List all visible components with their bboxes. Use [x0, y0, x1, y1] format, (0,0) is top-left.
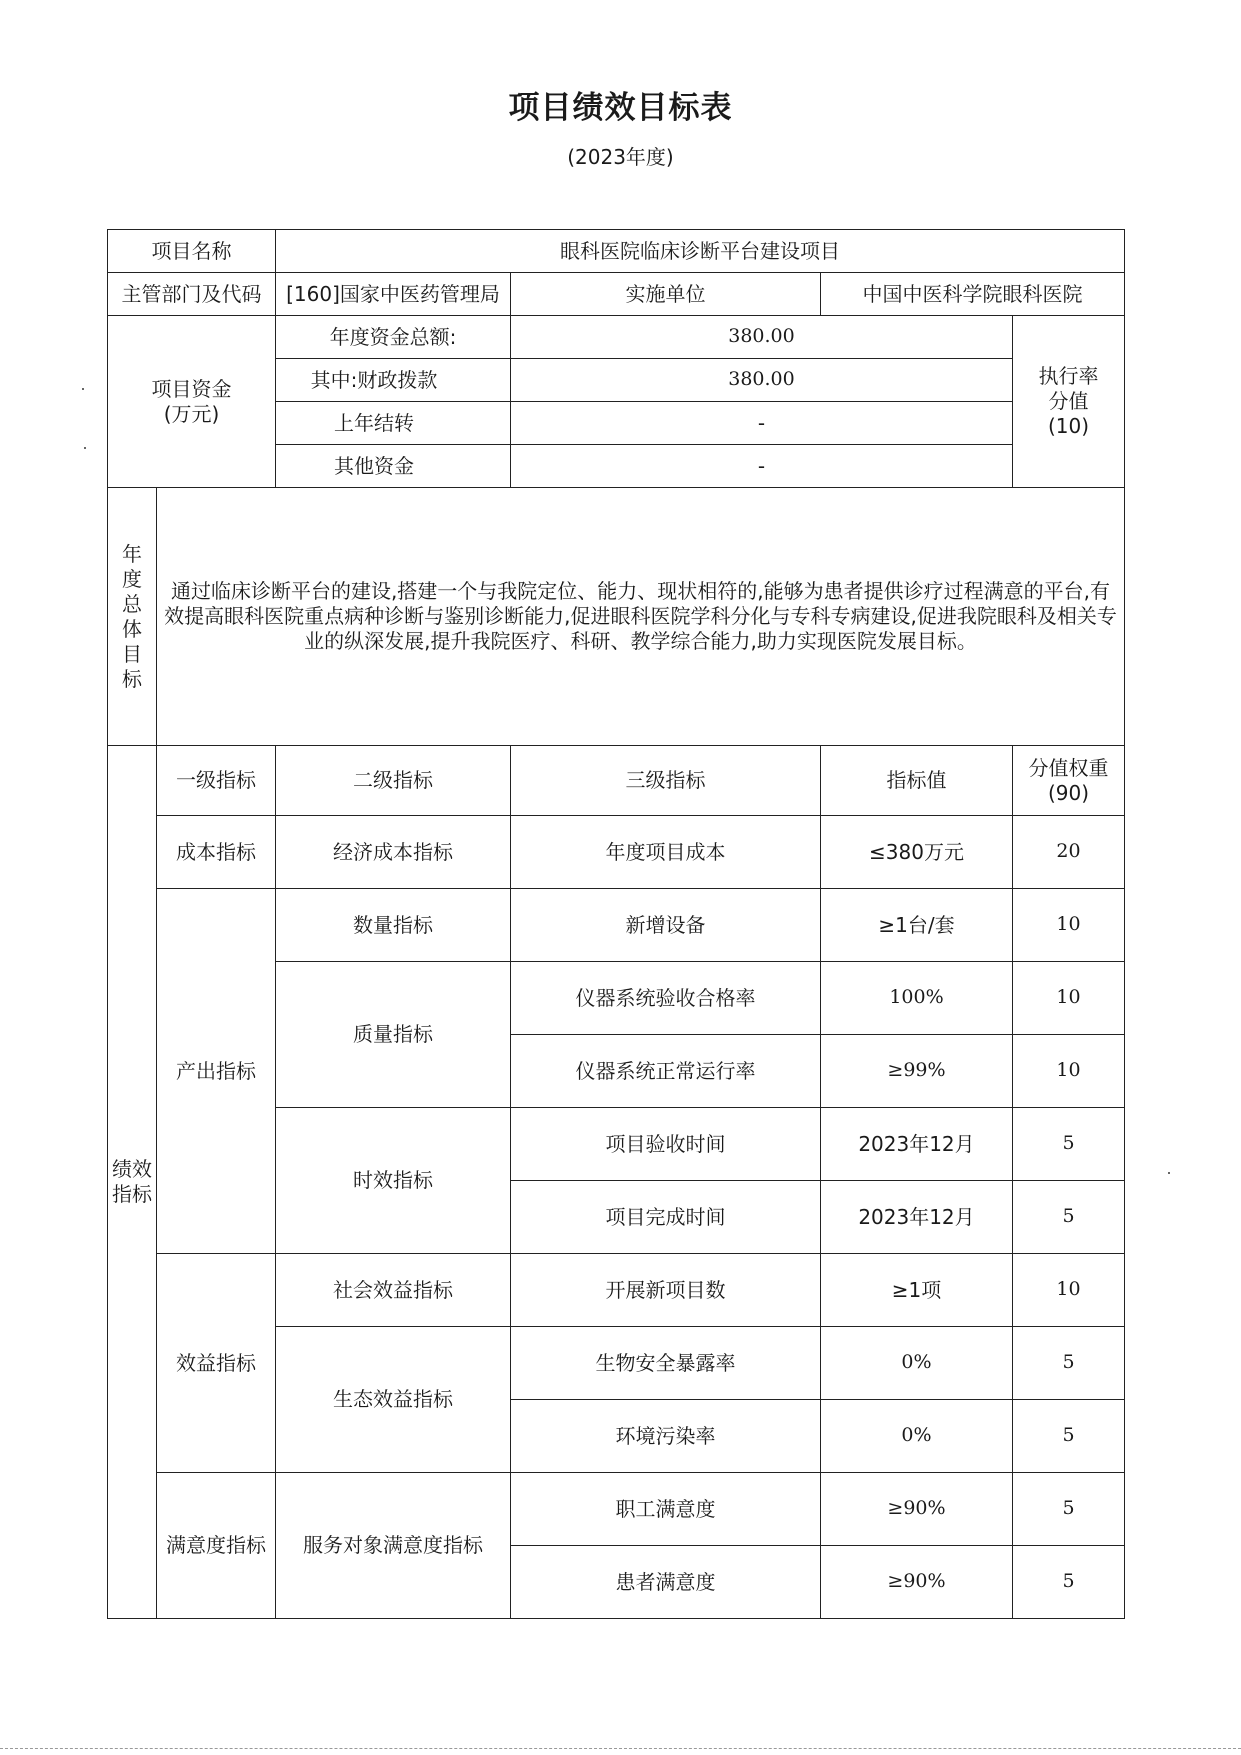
funds-label	[108, 316, 276, 488]
level2-service-satisfaction: 服务对象满意度指标	[276, 1473, 511, 1619]
header-weight-line1: 分值权重	[1028, 755, 1109, 780]
funds-row-value: 380.00	[511, 359, 1013, 402]
level3-name: 仪器系统正常运行率	[511, 1035, 821, 1108]
annual-goal-label-char: 年	[122, 541, 142, 566]
indicator-value: 100%	[821, 962, 1013, 1035]
table-row	[108, 816, 1125, 889]
funds-row-label: 年度资金总额:	[276, 316, 511, 359]
indicator-value: ≥99%	[821, 1035, 1013, 1108]
indicator-weight: 5	[1013, 1400, 1125, 1473]
level1-output: 产出指标	[157, 889, 276, 1254]
execution-rate-cell	[1013, 316, 1125, 488]
level3-name: 项目完成时间	[511, 1181, 821, 1254]
level3-name: 仪器系统验收合格率	[511, 962, 821, 1035]
scan-speck	[1168, 1172, 1170, 1174]
table-row	[108, 1473, 1125, 1546]
implementing-unit-value: 中国中医科学院眼科医院	[821, 273, 1125, 316]
execution-rate-line3: (10)	[1047, 414, 1090, 438]
annual-goal-label-char: 度	[122, 566, 142, 591]
funds-label-line1: 项目资金	[151, 376, 232, 401]
page-title: 项目绩效目标表	[508, 90, 733, 126]
annual-goal-label-char: 总	[122, 591, 142, 616]
indicator-header-row	[108, 746, 1125, 816]
header-weight-line2: (90)	[1047, 780, 1090, 805]
indicator-value: 0%	[821, 1400, 1013, 1473]
performance-indicator-label-line1: 绩效	[112, 1157, 152, 1181]
indicator-value: ≥1台/套	[821, 889, 1013, 962]
header-indicator-value: 指标值	[821, 746, 1013, 816]
level3-name: 职工满意度	[511, 1473, 821, 1546]
level3-name: 患者满意度	[511, 1546, 821, 1619]
level2-social-benefit: 社会效益指标	[276, 1254, 511, 1327]
indicator-value: 0%	[821, 1327, 1013, 1400]
department-row	[108, 273, 1125, 316]
level1-satisfaction: 满意度指标	[157, 1473, 276, 1619]
indicator-weight: 5	[1013, 1108, 1125, 1181]
header-level2: 二级指标	[276, 746, 511, 816]
indicator-value: 2023年12月	[821, 1181, 1013, 1254]
level3-name: 项目验收时间	[511, 1108, 821, 1181]
header-level1: 一级指标	[157, 746, 276, 816]
indicator-weight: 10	[1013, 1035, 1125, 1108]
department-label: 主管部门及代码	[108, 273, 276, 316]
annual-goal-label-char: 标	[122, 666, 142, 691]
indicator-weight: 5	[1013, 1181, 1125, 1254]
funds-row-value: 380.00	[511, 316, 1013, 359]
page-subtitle: (2023年度)	[567, 145, 674, 169]
level3-name: 开展新项目数	[511, 1254, 821, 1327]
indicator-value: 2023年12月	[821, 1108, 1013, 1181]
department-value: [160]国家中医药管理局	[276, 273, 511, 316]
level1-benefit: 效益指标	[157, 1254, 276, 1473]
level2-quantity: 数量指标	[276, 889, 511, 962]
scan-speck	[84, 447, 86, 449]
indicator-weight: 10	[1013, 1254, 1125, 1327]
scan-speck	[82, 388, 84, 390]
level3-name: 新增设备	[511, 889, 821, 962]
project-name-row	[108, 230, 1125, 273]
indicator-weight: 5	[1013, 1473, 1125, 1546]
indicator-weight: 10	[1013, 962, 1125, 1035]
indicator-weight: 5	[1013, 1546, 1125, 1619]
level1-cost: 成本指标	[157, 816, 276, 889]
indicator-weight: 5	[1013, 1327, 1125, 1400]
execution-rate-line1: 执行率	[1038, 364, 1099, 388]
funds-label-line2: (万元)	[163, 401, 220, 426]
indicator-value: ≥1项	[821, 1254, 1013, 1327]
level3-name: 环境污染率	[511, 1400, 821, 1473]
annual-goal-row	[108, 488, 1125, 746]
funds-row	[108, 316, 1125, 359]
performance-indicator-label-line2: 指标	[112, 1182, 152, 1206]
level2-economic-cost: 经济成本指标	[276, 816, 511, 889]
scan-edge-line	[0, 1748, 1241, 1750]
indicator-value: ≥90%	[821, 1546, 1013, 1619]
level2-timeliness: 时效指标	[276, 1108, 511, 1254]
execution-rate-line2: 分值	[1048, 389, 1089, 413]
header-level3: 三级指标	[511, 746, 821, 816]
funds-row-label: 其他资金	[276, 445, 511, 488]
indicator-weight: 20	[1013, 816, 1125, 889]
annual-goal-label	[108, 488, 157, 746]
annual-goal-label-char: 体	[122, 616, 142, 641]
level3-name: 年度项目成本	[511, 816, 821, 889]
level3-name: 生物安全暴露率	[511, 1327, 821, 1400]
indicator-value: ≥90%	[821, 1473, 1013, 1546]
annual-goal-label-char: 目	[122, 641, 142, 666]
implementing-unit-label: 实施单位	[511, 273, 821, 316]
level2-ecological-benefit: 生态效益指标	[276, 1327, 511, 1473]
performance-target-table	[107, 229, 1125, 1619]
header-weight	[1013, 746, 1125, 816]
performance-indicator-label	[108, 746, 157, 1619]
funds-row-label: 上年结转	[276, 402, 511, 445]
table-row	[108, 889, 1125, 962]
indicator-weight: 10	[1013, 889, 1125, 962]
project-name-label: 项目名称	[108, 230, 276, 273]
indicator-value: ≤380万元	[821, 816, 1013, 889]
project-name-value: 眼科医院临床诊断平台建设项目	[276, 230, 1125, 273]
annual-goal-text: 通过临床诊断平台的建设,搭建一个与我院定位、能力、现状相符的,能够为患者提供诊疗过程满意的平台,有效提高眼科医院重点病种诊断与鉴别诊断能力,促进眼科医院学科分化与专科专病建设,促进我院眼科及相关专业的纵深发展,提升我院医疗、科研、教学综合能力,助力实现医院发展目标。	[157, 488, 1125, 746]
table-row	[108, 1254, 1125, 1327]
funds-row-value: -	[511, 445, 1013, 488]
funds-row-label: 其中:财政拨款	[276, 359, 511, 402]
funds-row-value: -	[511, 402, 1013, 445]
level2-quality: 质量指标	[276, 962, 511, 1108]
